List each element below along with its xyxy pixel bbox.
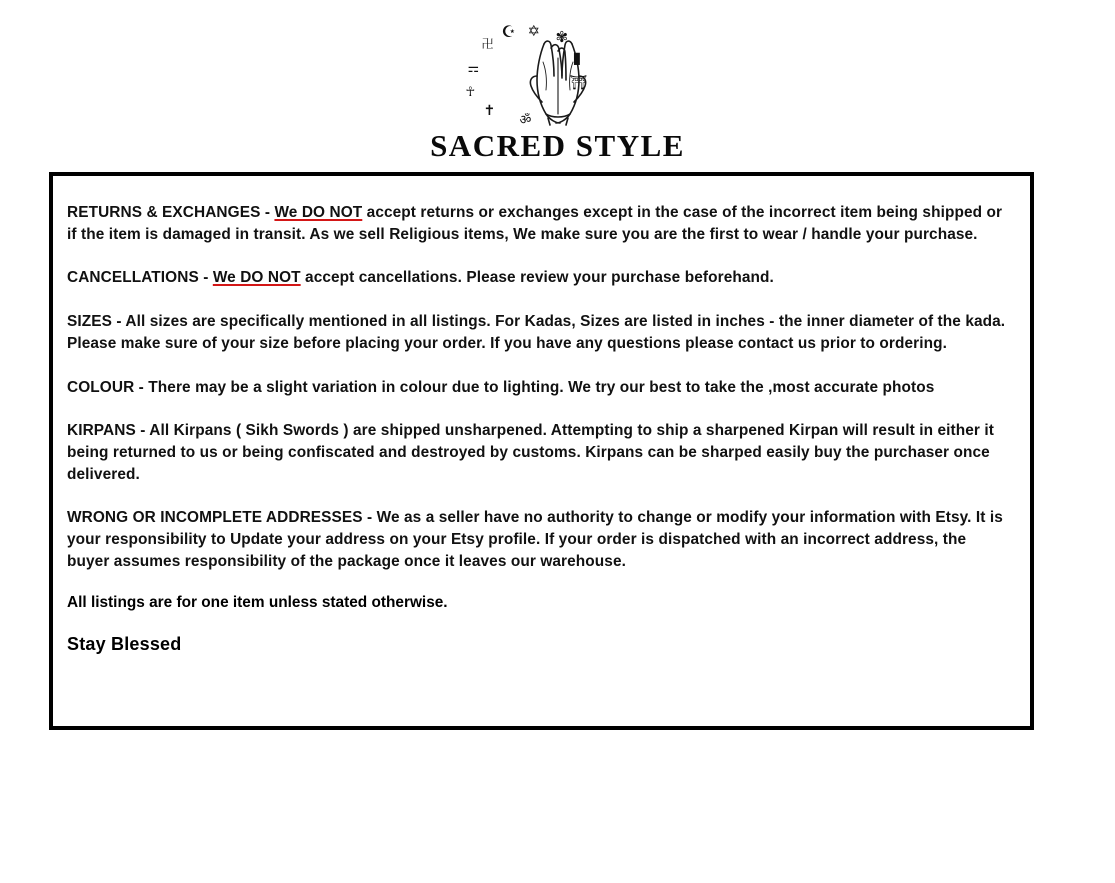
closing-note: All listings are for one item unless stated otherwise. <box>67 594 448 612</box>
section-body: accept returns or exchanges except in the case of the incorrect item being shipped or if the item is damaged in transit. As we sell Religious items, We make sure you are the first to wear / handle your purchase. <box>67 204 1003 243</box>
policy-section-sizes <box>67 311 1008 354</box>
section-title: RETURNS & EXCHANGES <box>67 204 261 221</box>
policy-box <box>49 172 1034 730</box>
section-separator: - <box>135 422 150 440</box>
policy-section-kirpans <box>67 420 1008 485</box>
logo-header <box>0 0 1115 164</box>
section-body: All Kirpans ( Sikh Swords ) are shipped unsharpened. Attempting to ship a sharpened Kirpan will result in either it being returned to us or being confiscated and destroyed by customs. Kirpans can be sharped easily buy the purchaser once delivered. <box>67 422 994 483</box>
khanda-symbol: ✾ <box>555 28 569 46</box>
section-separator: - <box>111 313 126 331</box>
section-title: COLOUR <box>67 378 135 396</box>
policy-section-returns-exchanges <box>67 202 1008 245</box>
section-separator: - <box>198 269 213 287</box>
menorah-symbol: ⚎ <box>467 61 480 76</box>
section-body: All sizes are specifically mentioned in all listings. For Kadas, Sizes are listed in inches - the inner diameter of the kada. Please make sure of your size before placing your order. If you have any questions please contact us prior to ordering. <box>67 313 1006 352</box>
section-separator: - <box>260 204 275 221</box>
section-body: accept cancellations. Please review your purchase beforehand. <box>300 269 774 287</box>
swastika-symbol: 卍 <box>481 37 494 51</box>
section-title: WRONG OR INCOMPLETE ADDRESSES <box>67 509 363 527</box>
praying-hands-icon <box>458 18 658 126</box>
star-and-crescent-symbol: ☪ <box>501 22 516 41</box>
section-separator: - <box>362 509 377 527</box>
torch-symbol: ▮ <box>572 48 582 67</box>
section-body: We as a seller have no authority to change or modify your information with Etsy. It is your responsibility to Update your address on your Etsy profile. If your order is dispatched with an incorrect address, the buyer assumes responsibility of the package once it leaves our warehouse. <box>67 509 1003 570</box>
policy-section-cancellations <box>67 267 1008 289</box>
om-symbol: ॐ <box>519 113 532 128</box>
section-title: SIZES <box>67 313 112 331</box>
signoff: Stay Blessed <box>67 634 182 655</box>
latin-cross-symbol: ✝ <box>483 103 496 119</box>
policy-content <box>53 176 1030 665</box>
section-title: CANCELLATIONS <box>67 269 199 287</box>
torii-symbol: ⛩ <box>569 75 588 91</box>
brand-name: SACRED STYLE <box>430 128 685 163</box>
ankh-symbol: ☥ <box>465 85 476 100</box>
section-separator: - <box>134 378 149 396</box>
section-body: There may be a slight variation in colour due to lighting. We try our best to take the ,most accurate photos <box>148 378 935 396</box>
policy-section-wrong-or-incomplete-addresses <box>67 507 1008 572</box>
policy-section-colour <box>67 377 1008 399</box>
section-title: KIRPANS <box>67 422 136 440</box>
section-emphasis: We DO NOT <box>274 204 363 221</box>
section-emphasis: We DO NOT <box>212 269 301 287</box>
star-of-david-symbol: ✡ <box>527 22 541 40</box>
